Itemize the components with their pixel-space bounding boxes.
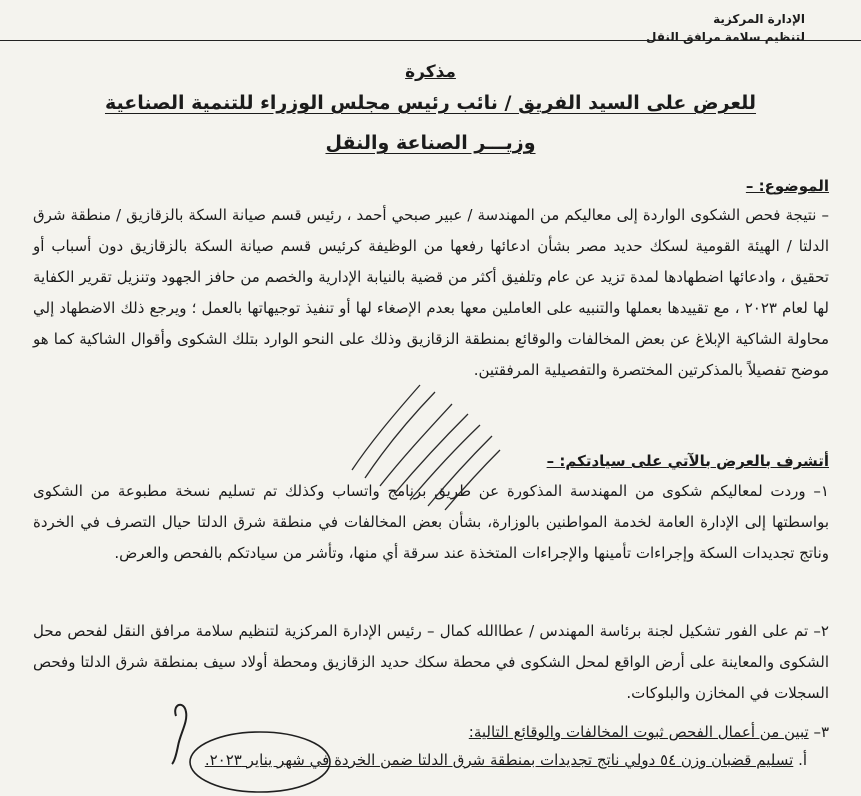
item-3 [33,718,829,774]
item-2-number: ٢– [813,622,829,640]
subitem-a-number: أ. [798,751,807,769]
header-divider [0,40,861,41]
memo-title: مذكرة [405,62,456,82]
addressee-line1: للعرض على السيد الفريق / نائب رئيس مجلس الوزراء للتنمية الصناعية [104,92,757,114]
item-2 [33,616,829,709]
org-name-line2: لتنظيم سلامة مرافق النقل [646,30,805,44]
item-3-number: ٣– [813,723,829,741]
subitem-a-text: تسليم قضبان وزن ٥٤ دولي ناتج تجديدات بمنطقة شرق الدلتا ضمن الخردة في شهر يناير ٢٠٢٣. [204,751,794,769]
subject-heading: الموضوع: – [745,177,829,195]
item-1-number: ١– [813,482,829,500]
org-name-line1: الإدارة المركزية [713,12,805,26]
item-2-text: تم على الفور تشكيل لجنة برئاسة المهندس / عطاالله كمال – رئيس الإدارة المركزية لتنظيم سلامة مرافق النقل لفحص محل الشكوى والمعاينة على أرض الواقع لمحل الشكوى في محطة سكك حديد الزقازيق ومحطة أولاد سيف بمنطقة شرق الدلتا وفحص السجلات في المخازن والبلوكات. [33,622,829,702]
item-3-text: تبين من أعمال الفحص ثبوت المخالفات والوقائع التالية: [468,723,809,741]
honor-heading: أتشرف بالعرض بالآتي على سيادتكم: – [546,452,829,470]
item-1-text: وردت لمعاليكم شكوى من المهندسة المذكورة عن طريق برنامج واتساب وكذلك تم تسليم نسخة مطبوعة من الشكوى بواسطتها إلى الإدارة العامة لخدمة المواطنين بالوزارة، بشأن بعض المخالفات في منطقة شرق الدلتا حيال التصرف في الخردة وناتج تجديدات السكة وإجراءات تأمينها والإجراءات المتخذة عند سرقة أي منها، وتأشر من سيادتكم بالفحص والعرض. [33,482,829,562]
subject-paragraph: – نتيجة فحص الشكوى الواردة إلى معاليكم من المهندسة / عبير صبحي أحمد ، رئيس قسم صيانة السكة بالزقازيق / منطقة شرق الدلتا / الهيئة القومية لسكك حديد مصر بشأن ادعائها رفعها من الوظيفة كرئيس قسم صيانة السكة بالزقازيق دون أسباب أو تحقيق ، وادعائها اضطهادها لمدة تزيد عن عام وتلفيق أكثر من قضية بالنيابة الإدارية والخصم من حافز الجهود وتنزيل تقرير الكفاية لها لعام ٢٠٢٣ ، مع تقييدها بعملها والتنبيه على العاملين معها بعدم الإصغاء لها أو تنفيذ توجيهاتها بالعمل ؛ ويرجع ذلك الاضطهاد إلي محاولة الشاكية الإبلاغ عن بعض المخالفات والوقائع بمنطقة الزقازيق وذلك على النحو الوارد بتلك الشكوى وأقوال الشاكية كما هو موضح تفصيلاً بالمذكرتين المختصرة والتفصيلية المرفقتين. [33,206,829,379]
addressee-line2: وزيـــر الصناعة والنقل [325,132,536,154]
item-1 [33,476,829,569]
